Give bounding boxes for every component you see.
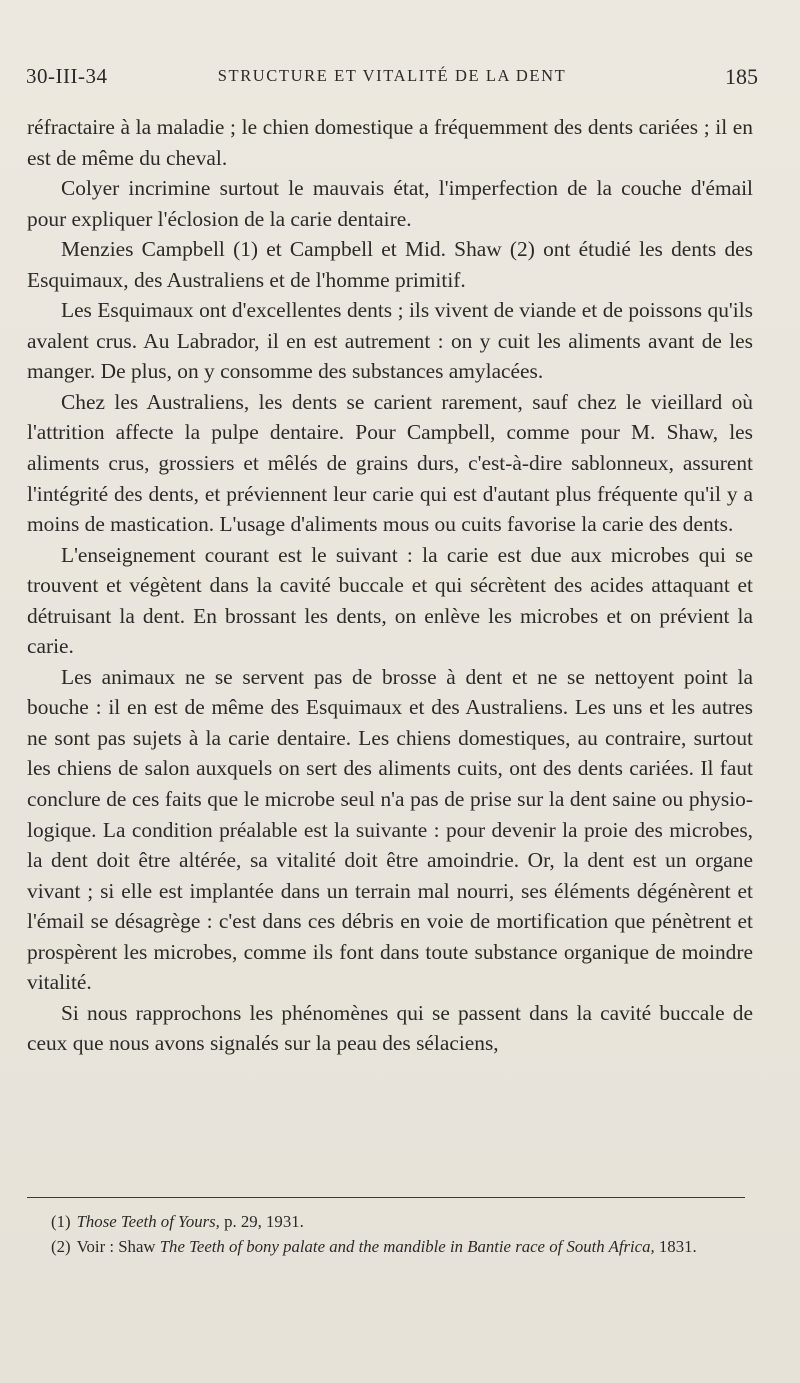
footnote-prefix: Voir : Shaw xyxy=(76,1237,160,1256)
footnote-mark: (1) xyxy=(51,1212,71,1231)
footnotes xyxy=(27,1210,749,1258)
footnote-2 xyxy=(27,1235,749,1258)
footnote-reference: p. 29, 1931. xyxy=(219,1212,304,1231)
paragraph: Si nous rapprochons les phénomènes qui se passent dans la cavité buccale de ceux que nous avons signalés sur la peau des sélaciens, xyxy=(27,1000,753,1056)
header-title: STRUCTURE ET VITALITÉ DE LA DENT xyxy=(217,66,567,85)
paragraph: Les animaux ne se servent pas de brosse à dent et ne se nettoyent point la bouche : il en est de même des Esquimaux et des Australiens. Les uns et les autres ne sont pas sujets à la carie dentaire. Les chiens domestiques, au contraire, surtout les chiens de salon auxquels on sert des aliments cuits, ont des dents cariées. Il faut conclure de ces faits que le microbe seul n'a pas de prise sur la dent saine ou physiologique. La condition préalable est la suivante : pour devenir la proie des microbes, la dent doit être altérée, sa vitalité doit être amoindrie. Or, la dent est un organe vivant ; si elle est implantée dans un terrain mal nourri, ses éléments dégénèrent et l'émail se désagrège : c'est dans ces débris en voie de mortification que pénètrent et prospèrent les microbes, comme ils font dans toute substance organique de moindre vitalité. xyxy=(27,664,753,995)
running-head xyxy=(26,60,758,94)
paragraph: Les Esquimaux ont d'excellentes dents ; ils vivent de viande et de poissons qu'ils avalent crus. Au Labrador, il en est autrement : on y cuit les aliments avant de les manger. De plus, on y consomme des substances amylacées. xyxy=(27,298,753,384)
paragraph-continued: réfractaire à la maladie ; le chien domestique a fréquemment des dents cariées ; il en est de même du cheval. xyxy=(27,115,753,170)
body-text xyxy=(27,112,753,1059)
footnote-work-title: The Teeth of bony palate and the mandible in Bantie race of South Africa, xyxy=(159,1237,655,1256)
footnote-1 xyxy=(27,1210,749,1233)
header-date: 30-III-34 xyxy=(26,64,108,88)
page-number: 185 xyxy=(725,64,758,89)
footnote-mark: (2) xyxy=(51,1237,71,1256)
footnote-rule xyxy=(27,1197,745,1198)
paragraph: Colyer incrimine surtout le mauvais état, l'imperfection de la couche d'émail pour expliquer l'éclosion de la carie dentaire. xyxy=(27,176,753,231)
footnote-work-title: Those Teeth of Yours, xyxy=(76,1212,220,1231)
paragraph: Chez les Australiens, les dents se carient rarement, sauf chez le vieillard où l'attrition affecte la pulpe dentaire. Pour Campbell, comme pour M. Shaw, les aliments crus, grossiers et mêlés de grains durs, c'est-à-dire sablonneux, assurent l'intégrité des dents, et préviennent leur carie qui est d'autant plus fréquente qu'il y a moins de mastication. L'usage d'aliments mous ou cuits favorise la carie des dents. xyxy=(27,389,753,537)
paragraph: Menzies Campbell (1) et Campbell et Mid. Shaw (2) ont étudié les dents des Esquimaux, des Australiens et de l'homme primitif. xyxy=(27,237,753,292)
paragraph: L'enseignement courant est le suivant : la carie est due aux microbes qui se trouvent et végètent dans la cavité buccale et qui sécrètent des acides attaquant et détruisant la dent. En brossant les dents, on enlève les microbes et on prévient la carie. xyxy=(27,542,753,659)
footnote-reference: 1831. xyxy=(654,1237,697,1256)
